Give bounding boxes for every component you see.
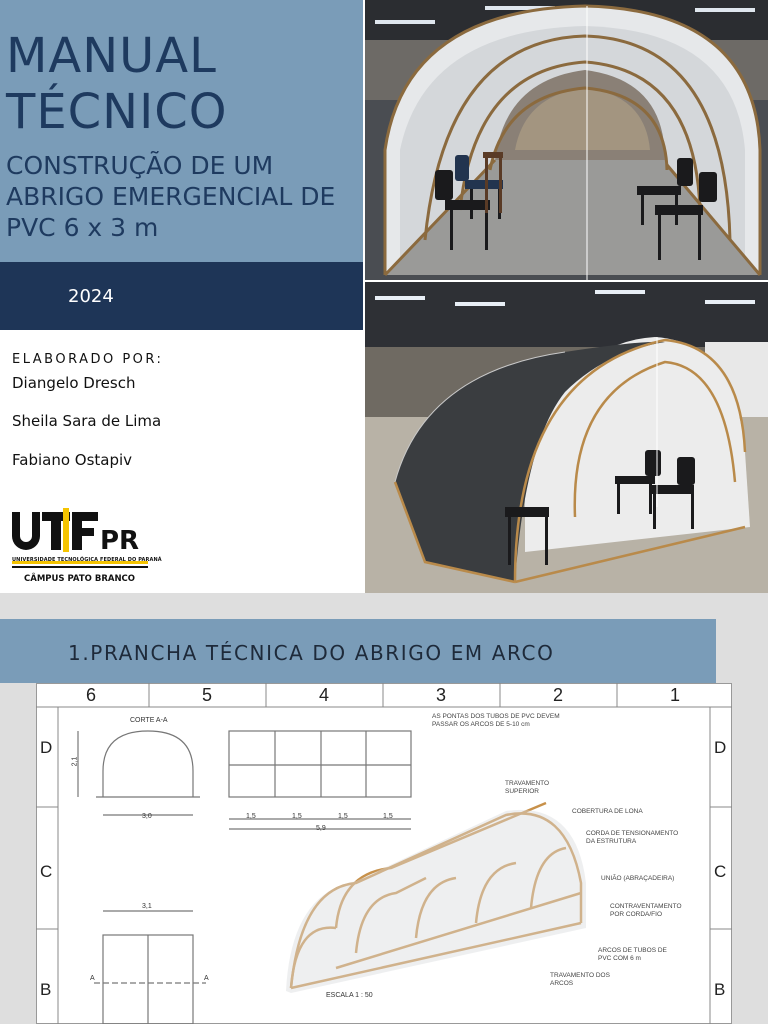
section-cut-label: CORTE A-A	[130, 717, 168, 724]
grid-column-number: 4	[319, 685, 330, 705]
grid-row-letter: B	[714, 980, 726, 999]
title-line-2: TÉCNICO	[6, 84, 228, 140]
drawing-scale: ESCALA 1 : 50	[326, 992, 373, 999]
document-title	[6, 28, 228, 140]
annotation-label: UNIÃO (ABRAÇADEIRA)	[601, 875, 675, 882]
grid-column-number: 2	[553, 685, 564, 705]
tube-note: AS PONTAS DOS TUBOS DE PVC DEVEM PASSAR OS ARCOS DE 5-10 cm	[432, 713, 560, 728]
spacing-dimension: 1,5	[246, 813, 256, 820]
annotation-label: COBERTURA DE LONA	[572, 808, 643, 815]
total-length-dimension: 5,9	[316, 825, 326, 832]
author-name: Fabiano Ostapiv	[12, 451, 133, 469]
spacing-dimension: 1,5	[383, 813, 393, 820]
cut-marker-right: A	[204, 975, 209, 982]
svg-text:PR: PR	[100, 526, 140, 556]
publication-year: 2024	[68, 286, 114, 307]
annotation-label: ARCOS DE TUBOS DE PVC COM 6 m	[598, 947, 667, 962]
author-name: Sheila Sara de Lima	[12, 412, 162, 430]
logo-campus: CÂMPUS PATO BRANCO	[24, 574, 136, 584]
shelter-exterior-photo	[365, 282, 768, 593]
spacing-dimension: 1,5	[292, 813, 302, 820]
authors-label: ELABORADO POR:	[12, 352, 164, 367]
grid-row-letter: D	[714, 738, 727, 757]
annotation-label: CORDA DE TENSIONAMENTO DA ESTRUTURA	[586, 830, 679, 845]
cut-marker-left: A	[90, 975, 95, 982]
grid-row-letter: C	[714, 862, 727, 881]
annotation-label: TRAVAMENTO SUPERIOR	[505, 780, 550, 795]
width-dimension: 3,0	[142, 813, 152, 820]
logo-university-name: UNIVERSIDADE TECNOLÓGICA FEDERAL DO PARANÁ	[12, 557, 162, 563]
year-bar	[0, 262, 363, 330]
annotation-label: TRAVAMENTO DOS ARCOS	[550, 972, 610, 987]
grid-row-letter: C	[40, 862, 53, 881]
grid-column-number: 3	[436, 685, 447, 705]
grid-column-number: 5	[202, 685, 213, 705]
grid-column-number: 1	[670, 685, 681, 705]
spacing-dimension: 1,5	[338, 813, 348, 820]
annotation-label: CONTRAVENTAMENTO POR CORDA/FIO	[610, 903, 682, 918]
height-dimension: 2,1	[71, 756, 79, 767]
title-line-1: MANUAL	[6, 28, 217, 84]
author-name: Diangelo Dresch	[12, 374, 136, 392]
shelter-interior-photo	[365, 0, 768, 280]
drawing-linework	[36, 683, 732, 1024]
grid-row-letter: B	[40, 980, 52, 999]
plan-width-dimension: 3,1	[142, 903, 152, 910]
grid-row-letter: D	[40, 738, 53, 757]
document-subtitle: CONSTRUÇÃO DE UM ABRIGO EMERGENCIAL DE PVC 6 x 3 m	[6, 151, 336, 242]
grid-column-number: 6	[86, 685, 97, 705]
section-title: 1.PRANCHA TÉCNICA DO ABRIGO EM ARCO	[68, 641, 555, 665]
